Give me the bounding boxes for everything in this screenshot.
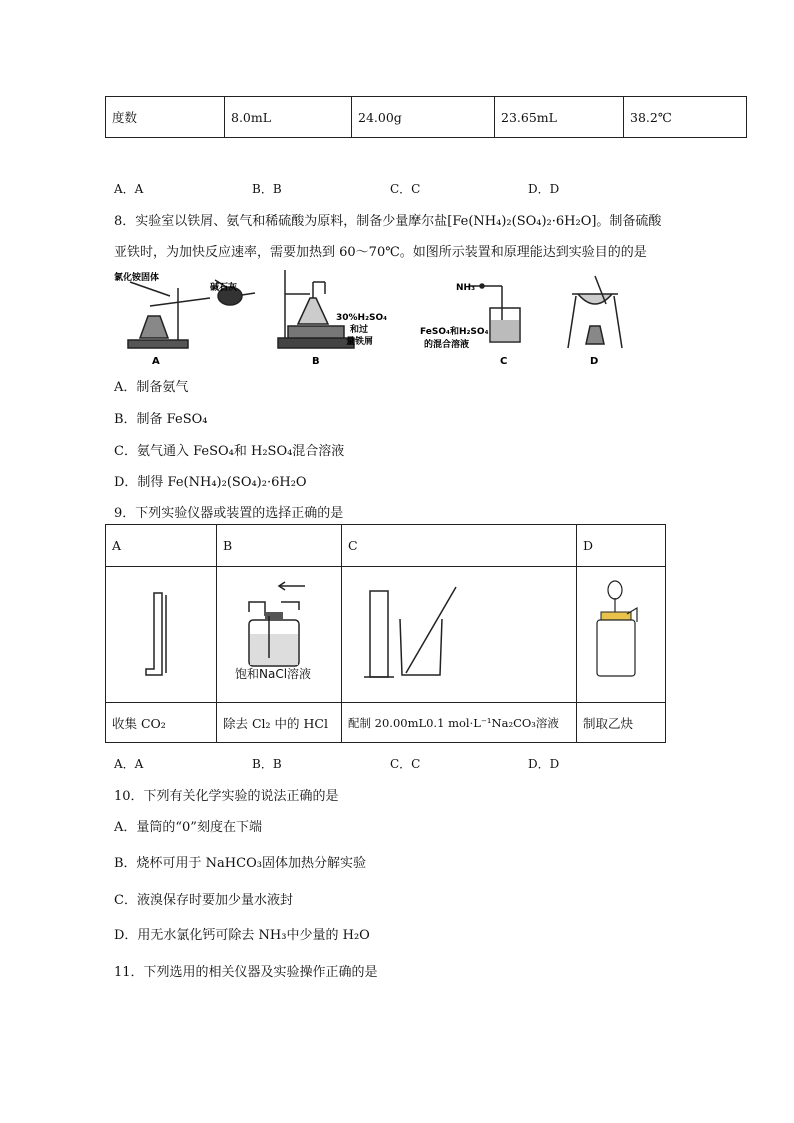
figure-tag-c: C [500,356,508,367]
top-data-table [105,96,747,138]
q10-stem: 10．下列有关化学实验的说法正确的是 [114,789,339,804]
label-sulfuric-acid: 30%H₂SO₄ [336,313,388,323]
image-cell-d [577,567,666,703]
table-cell: 23.65mL [495,97,624,138]
label-and: 和过 [350,325,369,335]
gas-generator-image [591,578,651,688]
label-iron-filings: 量铁屑 [346,337,374,347]
label-mixed-solution-1: FeSO₄和H₂SO₄ [420,327,489,337]
label-ammonia: NH₃ [456,283,476,293]
purpose-d: 制取乙炔 [577,703,666,743]
table-cell: 8.0mL [225,97,352,138]
purpose-c: 配制 20.00mL0.1 mol·L⁻¹Na₂CO₃溶液 [342,703,577,743]
apparatus-d [568,276,622,348]
option-a[interactable]: A．A [114,182,144,196]
header-d: D [577,525,666,567]
table-cell: 38.2℃ [624,97,747,138]
purpose-a: 收集 CO₂ [106,703,217,743]
option-d[interactable]: D．D [528,182,560,196]
q9-apparatus-table [105,524,666,743]
q8-option-c[interactable]: C．氨气通入 FeSO₄和 H₂SO₄混合溶液 [114,444,345,459]
apparatus-b [278,270,354,348]
q8-option-d[interactable]: D．制得 Fe(NH₄)₂(SO₄)₂·6H₂O [114,475,307,490]
image-cell-b [217,567,342,703]
figure-tag-a: A [152,356,160,367]
header-b: B [217,525,342,567]
table-row [106,703,666,743]
table-row [106,525,666,567]
q10-option-b[interactable]: B．烧杯可用于 NaHCO₃固体加热分解实验 [114,856,366,871]
q8-stem-line2: 亚铁时，为加快反应速率，需要加热到 60～70℃。如图所示装置和原理能达到实验目的的是 [114,245,647,260]
header-c: C [342,525,577,567]
q8-option-a[interactable]: A．制备氨气 [114,380,189,395]
figure-tag-b: B [312,356,320,367]
cylinder-and-beaker-image [348,583,548,683]
j-tube-image [136,583,186,683]
header-a: A [106,525,217,567]
q8-stem-line1: 8．实验室以铁屑、氨气和稀硫酸为原料，制备少量摩尔盐[Fe(NH₄)₂(SO₄)₂·6H₂O]。制备硫酸 [114,214,662,229]
q11-stem: 11．下列选用的相关仪器及实验操作正确的是 [114,965,378,980]
option-c[interactable]: C．C [390,182,421,196]
table-row [106,567,666,703]
table-row [106,97,747,138]
table-cell: 度数 [106,97,225,138]
q10-option-d[interactable]: D．用无水氯化钙可除去 NH₃中少量的 H₂O [114,928,370,943]
option-c[interactable]: C．C [390,757,421,771]
image-cell-c [342,567,577,703]
q10-option-c[interactable]: C．液溴保存时要加少量水液封 [114,893,293,908]
label-mixed-solution-2: 的混合溶液 [424,340,470,350]
q8-apparatus-figure [110,268,630,368]
image-cell-a [106,567,217,703]
option-b[interactable]: B．B [252,182,282,196]
purpose-b: 除去 Cl₂ 中的 HCl [217,703,342,743]
label-ammonium-chloride: 氯化铵固体 [114,273,160,283]
label-soda-lime: 碱石灰 [210,283,238,293]
option-d[interactable]: D．D [528,757,560,771]
option-b[interactable]: B．B [252,757,282,771]
q8-option-b[interactable]: B．制备 FeSO₄ [114,412,208,427]
q10-option-a[interactable]: A．量筒的“0”刻度在下端 [114,820,262,835]
q9-stem: 9．下列实验仪器或装置的选择正确的是 [114,506,344,521]
table-cell: 24.00g [352,97,495,138]
label-saturated-nacl: 饱和NaCl溶液 [235,667,312,681]
option-a[interactable]: A．A [114,757,144,771]
figure-tag-d: D [590,356,599,367]
